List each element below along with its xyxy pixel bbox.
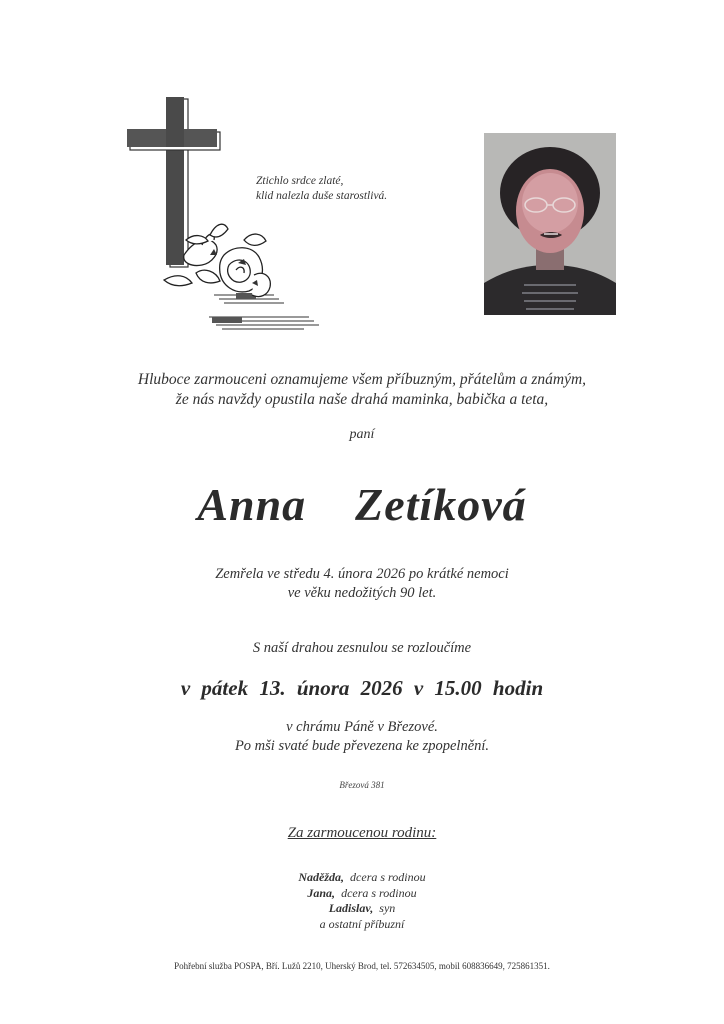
funeral-place — [0, 718, 724, 756]
motto — [256, 174, 387, 204]
family-title: Za zarmoucenou rodinu: — [287, 825, 437, 841]
family-member-name: Naděžda, — [298, 870, 345, 884]
family-list — [0, 870, 724, 932]
family-member — [0, 886, 724, 902]
cross-icon — [124, 95, 324, 335]
death-line-1: Zemřela ve středu 4. února 2026 po krátké nemoci — [215, 566, 509, 582]
address: Březová 381 — [339, 780, 385, 790]
place-line-2: Po mši svaté bude převezena ke zpopelnění. — [234, 738, 490, 754]
portrait-icon — [484, 133, 616, 315]
death-line-2: ve věku nedožitých 90 let. — [287, 585, 437, 601]
funeral-datetime: v pátek 13. února 2026 v 15.00 hodin — [180, 676, 544, 700]
deceased-name: Anna Zetíková — [197, 479, 527, 530]
announcement-intro — [0, 370, 724, 410]
family-others: a ostatní příbuzní — [319, 916, 405, 931]
death-info — [0, 565, 724, 603]
cross-with-roses-illustration — [124, 95, 324, 335]
motto-line-2: klid nalezla duše starostlivá. — [256, 190, 388, 202]
family-member — [0, 870, 724, 886]
family-member-role: dcera s rodinou — [341, 885, 417, 900]
farewell-intro: S naší drahou zesnulou se rozloučíme — [252, 640, 472, 656]
motto-line-1: Ztichlo srdce zlaté, — [256, 175, 344, 187]
family-member-name: Jana, — [307, 885, 336, 900]
family-member-role: syn — [379, 901, 396, 915]
place-line-1: v chrámu Páně v Březové. — [286, 719, 438, 735]
funeral-service-footer: Pohřební služba POSPA, Bří. Lužů 2210, Uherský Brod, tel. 572634505, mobil 608836649, 725861351. — [174, 961, 550, 971]
family-member — [0, 901, 724, 917]
honorific: paní — [349, 427, 375, 442]
family-member-role: dcera s rodinou — [350, 870, 426, 884]
intro-line-1: Hluboce zarmouceni oznamujeme všem příbuzným, přátelům a známým, — [137, 371, 587, 388]
family-member-name: Ladislav, — [328, 901, 374, 915]
intro-line-2: že nás navždy opustila naše drahá maminka, babička a teta, — [175, 391, 549, 408]
portrait-photo — [484, 133, 616, 315]
